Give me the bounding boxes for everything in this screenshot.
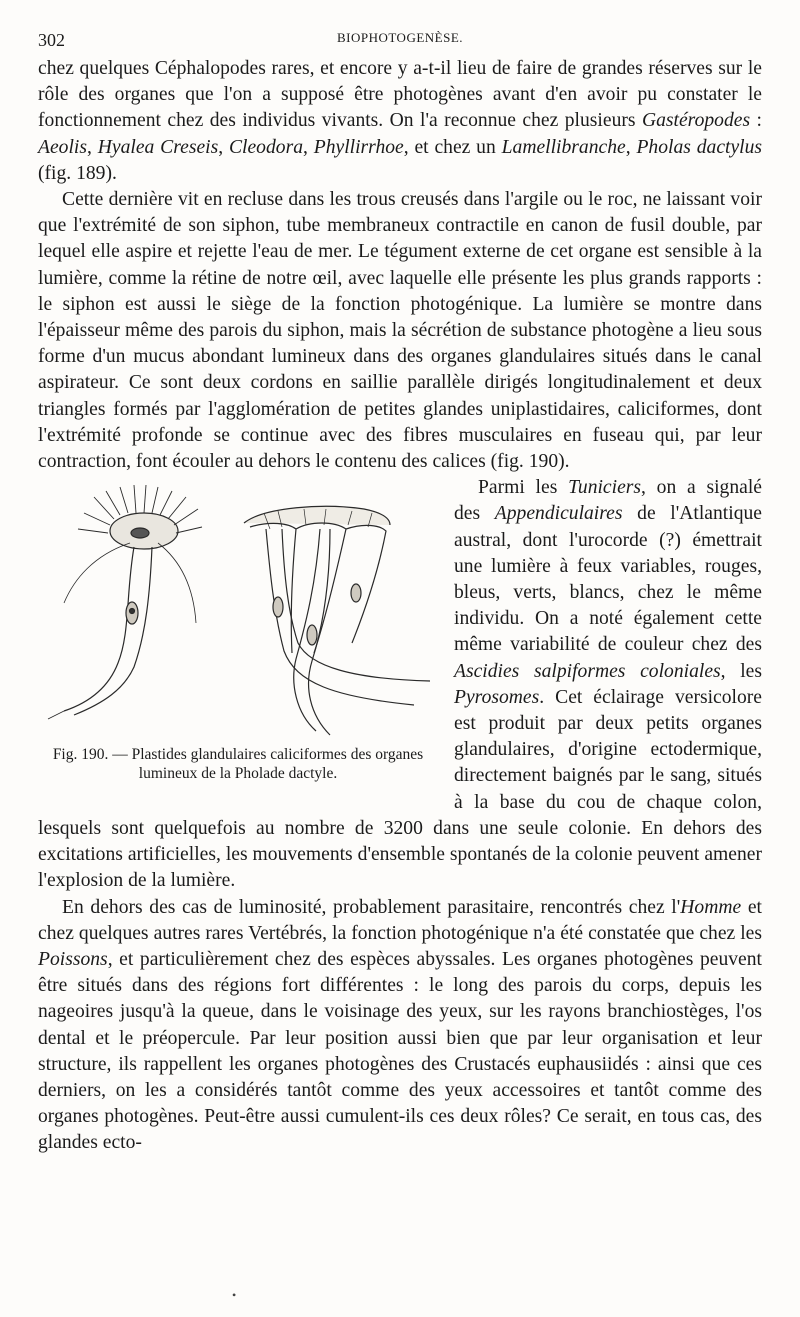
figure-190: [34, 483, 442, 795]
figure-label: Fig. 190. —: [52, 746, 128, 764]
figure-caption-text: Plastides glandulaires caliciformes des organes lumineux de la Pholade dactyle.: [131, 746, 424, 783]
printer-mark: •: [232, 1288, 237, 1302]
running-title: BIOPHOTOGENÈSE.: [336, 30, 464, 45]
figure-illustration: [34, 483, 442, 743]
page-header: [38, 22, 762, 52]
body-text: [38, 56, 762, 1157]
paragraph-4: En dehors des cas de luminosité, probablement parasitaire, rencontrés chez l'Homme et chez quelques autres rares Vertébrés, la fonction photogénique n'a été constatée que chez les Poissons, et particulièrement chez des espèces abyssales. Les organes photogènes peuvent être situés dans des régions fort différentes : le long des parois du corps, depuis les nageoires jusqu'à la queue, dans le voisinage des yeux, sur les rayons branchiostèges, l'os dental et le préopercule. Par leur position aussi bien que par leur organisation et leur structure, ils rappellent les organes photogènes des Crustacés euphausiidés : ainsi que ces derniers, on les a considérés tantôt comme des yeux accessoires et tantôt comme des organes photogènes. Peut-être aussi cumulent-ils ces deux rôles? Ce serait, en tous cas, des glandes ecto-: [38, 896, 762, 1154]
paragraph-1: chez quelques Céphalopodes rares, et encore y a-t-il lieu de faire de grandes réserves sur le rôle des organes que l'on a supposé être photogènes avant d'en avoir pu constater le fonctionnement chez des individus vivants. On l'a reconnue chez plusieurs Gastéropodes : Aeolis, Hyalea Creseis, Cleodora, Phyllirrhoe, et chez un Lamellibranche, Pholas dactylus (fig. 189).: [38, 58, 763, 184]
paragraph-3: Parmi les Tuniciers, on a signalé des Appendiculaires de l'Atlantique austral, dont l'urocorde (?) émettrait une lumière à feux variables, rouges, bleus, verts, blancs, chez le même individu. On a noté également cette même variabilité de couleur chez des Ascidies salpiformes coloniales, les Pyrosomes. Cet éclairage versicolore est produit par deux petits organes glandulaires, d'origine ectodermique, directement baignés par le sang, situés à la base du cou de chaque colon, lesquels sont quelquefois au nombre de 3200 dans une seule colonie. En dehors des excitations artificielles, les mouvements d'ensemble spontanés de la colonie peuvent amener l'explosion de la lumière.: [38, 477, 763, 892]
page-number: 302: [38, 30, 65, 50]
figure-caption: [34, 745, 442, 783]
paragraph-2: Cette dernière vit en recluse dans les trous creusés dans l'argile ou le roc, ne laissant voir que l'extrémité de son siphon, tube membraneux contractile en canon de fusil double, par lequel elle aspire et rejette l'eau de mer. Le tégument externe de cet organe est sensible à la lumière, comme la rétine de notre œil, avec laquelle elle présente les plus grands rapports : le siphon est aussi le siège de la fonction photogénique. La lumière se montre dans l'épaisseur même des parois du siphon, mais la sécrétion de substance photogène a lieu sous forme d'un mucus abondant lumineux dans des organes glandulaires situés dans le canal aspirateur. Ce sont deux cordons en saillie parallèle dirigés longitudinalement et deux triangles formés par l'agglomération de petites glandes uniplastidaires, caliciformes, dont l'extrémité profonde se continue avec des fibres musculaires en fuseau qui, par leur contraction, font écouler au dehors le contenu des calices (fig. 190).: [38, 189, 762, 473]
